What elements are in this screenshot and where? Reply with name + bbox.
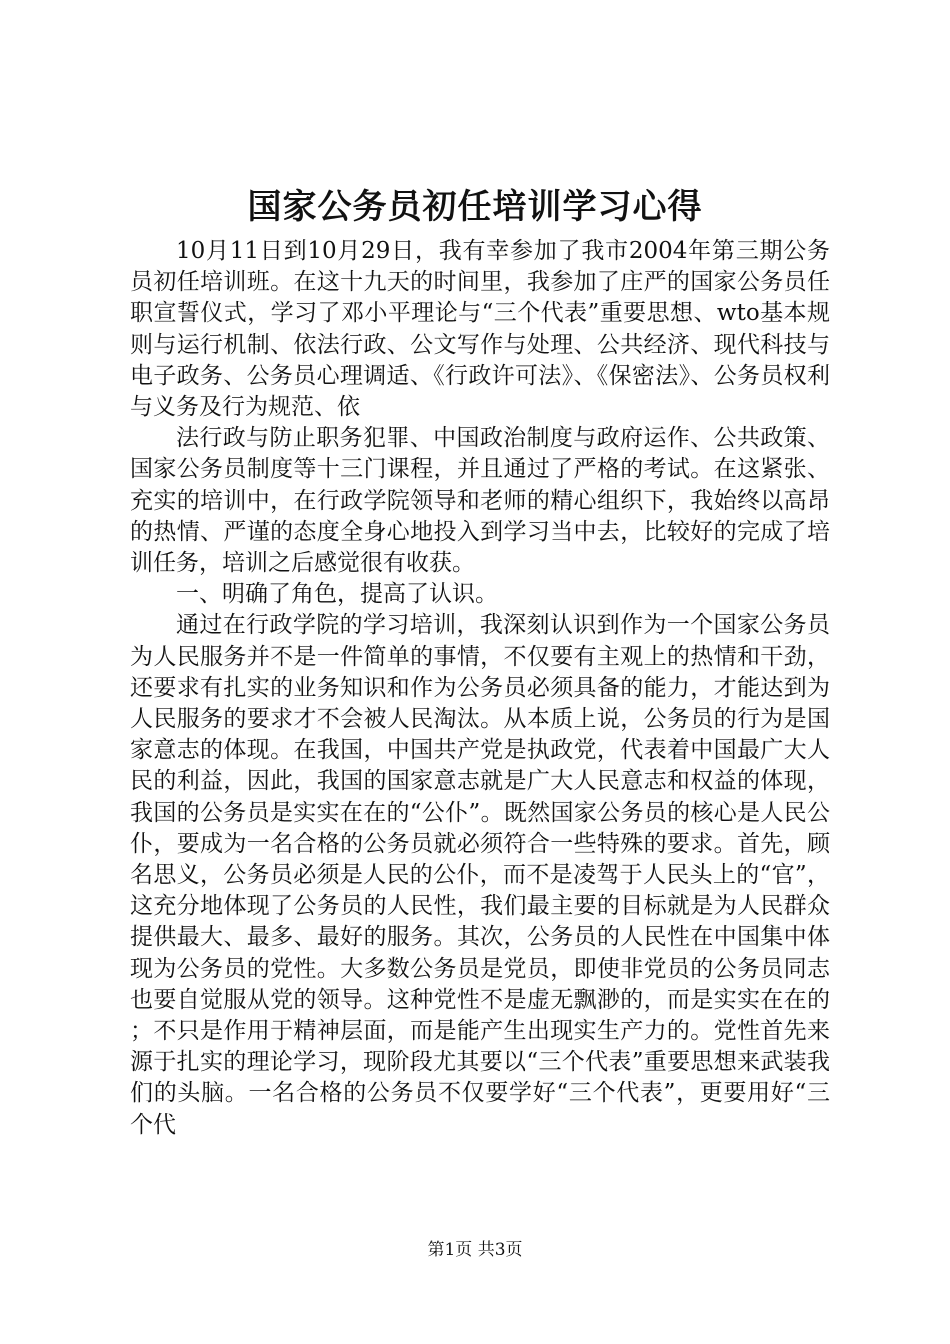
- page-number-footer: 第1页 共3页: [427, 1240, 523, 1260]
- document-body: [130, 236, 830, 1141]
- document-title: 国家公务员初任培训学习心得: [247, 187, 703, 227]
- paragraph-courses: 法行政与防止职务犯罪、中国政治制度与政府运作、公共政策、国家公务员制度等十三门课程，并且通过了严格的考试。在这紧张、充实的培训中，在行政学院领导和老师的精心组织下，我始终以高昂的热情、严谨的态度全身心地投入到学习当中去，比较好的完成了培训任务，培训之后感觉很有收获。: [130, 425, 830, 577]
- paragraph-role: 通过在行政学院的学习培训，我深刻认识到作为一个国家公务员为人民服务并不是一件简单的事情，不仅要有主观上的热情和干劲，还要求有扎实的业务知识和作为公务员必须具备的能力，才能达到为人民服务的要求才不会被人民淘汰。从本质上说，公务员的行为是国家意志的体现。在我国，中国共产党是执政党，代表着中国最广大人民的利益，因此，我国的国家意志就是广大人民意志和权益的体现，我国的公务员是实实在在的“公仆”。既然国家公务员的核心是人民公仆，要成为一名合格的公务员就必须符合一些特殊的要求。首先，顾名思义，公务员必须是人民的公仆，而不是凌驾于人民头上的“官”，这充分地体现了公务员的人民性，我们最主要的目标就是为人民群众提供最大、最多、最好的服务。其次，公务员的人民性在中国集中体现为公务员的党性。大多数公务员是党员，即使非党员的公务员同志也要自觉服从党的领导。这种党性不是虚无飘渺的，而是实实在在的；不只是作用于精神层面，而是能产生出现实生产力的。党性首先来源于扎实的理论学习，现阶段尤其要以“三个代表”重要思想来武装我们的头脑。一名合格的公务员不仅要学好“三个代表”，更要用好“三个代: [130, 612, 830, 1138]
- section-heading-1: 一、明确了角色，提高了认识。: [176, 581, 498, 608]
- paragraph-intro: 10月11日到10月29日，我有幸参加了我市2004年第三期公务员初任培训班。在这十九天的时间里，我参加了庄严的国家公务员任职宣誓仪式，学习了邓小平理论与“三个代表”重要思想、wto基本规则与运行机制、依法行政、公文写作与处理、公共经济、现代科技与电子政务、公务员心理调适、《行政许可法》、《保密法》、公务员权利与义务及行为规范、依: [130, 238, 830, 421]
